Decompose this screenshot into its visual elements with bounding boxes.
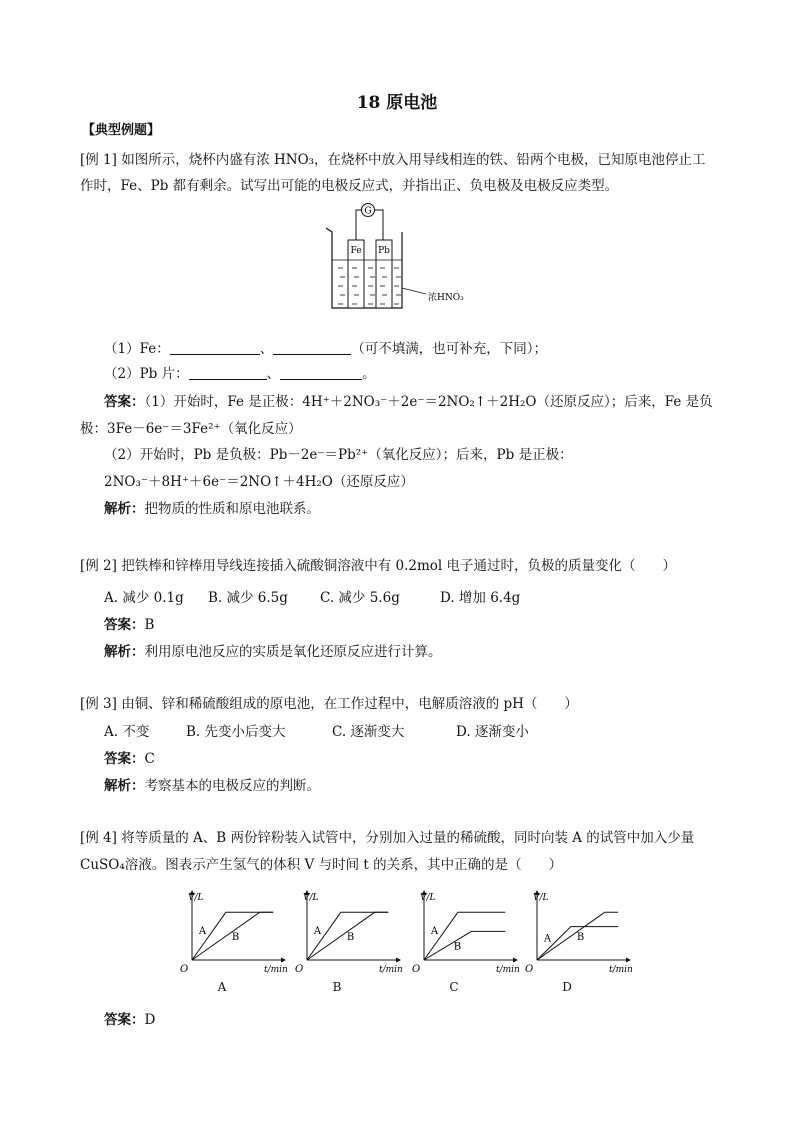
answer-label: 答案： [104, 617, 145, 633]
q2-prefix: （2）Pb 片： [104, 366, 189, 382]
example3-options [104, 720, 529, 740]
x-axis-label: t/min [264, 965, 288, 975]
analysis-text: 利用原电池反应的实质是氧化还原反应进行计算。 [144, 644, 442, 660]
y-axis-label: V/L [303, 893, 319, 903]
origin-label: O [412, 964, 421, 975]
example1-blank-line1 [104, 337, 547, 357]
x-axis-label: t/min [496, 965, 520, 975]
section-heading: 【典型例题】 [82, 123, 161, 138]
vt-chart-c [402, 888, 522, 983]
series-label-a: A [198, 926, 207, 938]
example1-question-line2: 作时，Fe、Pb 都有剩余。试写出可能的电极反应式，并指出正、负电极及电极反应类型。 [80, 178, 619, 194]
y-axis-label: V/L [533, 893, 549, 903]
example4-question-line1: [例 4] 将等质量的 A、B 两份锌粉装入试管中，分别加入过量的稀硫酸，同时向装 A 的试管中加入少量 [80, 830, 695, 846]
x-axis-arrow [396, 958, 401, 963]
option-d[interactable]: D. 逐渐变小 [456, 724, 529, 740]
series-label-b: B [231, 932, 240, 944]
example1-answer-line3: （2）开始时，Pb 是负极：Pb－2e⁻＝Pb²⁺（氧化反应）；后来，Pb 是正极： [104, 447, 573, 463]
answer-text: D [144, 1012, 156, 1028]
electrode-fe-label: Fe [350, 246, 362, 256]
q1-prefix: （1）Fe： [104, 341, 170, 357]
answer-text: （1）开始时，Fe 是正极：4H⁺＋2NO₃⁻＋2e⁻＝2NO₂↑＋2H₂O（还原反应）；后来，Fe 是负 [144, 394, 713, 410]
analysis-label: 解析： [104, 778, 145, 794]
example1-answer-line4: 2NO₃⁻＋8H⁺＋6e⁻＝2NO↑＋4H₂O（还原反应） [104, 474, 414, 490]
example4-answer [104, 1008, 155, 1028]
chart-caption-c: C [449, 980, 459, 994]
answer-label: 答案： [104, 1012, 145, 1028]
q1-suffix: （可不填满，也可补充，下同）； [351, 341, 547, 357]
example2-analysis [104, 640, 442, 660]
answer-blank[interactable] [189, 366, 267, 380]
analysis-label: 解析： [104, 501, 145, 517]
example4-question-line2: CuSO₄溶液。图表示产生氢气的体积 V 与时间 t 的关系，其中正确的是（ ） [80, 857, 563, 873]
example2-answer [104, 613, 154, 633]
option-b[interactable]: B. 先变小后变大 [186, 724, 286, 740]
series-label-b: B [346, 932, 355, 944]
electrode-pb-label: Pb [378, 246, 390, 256]
example1-answer-line1 [104, 390, 713, 410]
option-b[interactable]: B. 减少 6.5g [208, 590, 288, 606]
page-title: 18 原电池 [356, 93, 438, 113]
origin-label: O [180, 964, 189, 975]
series-label-b: B [576, 932, 585, 944]
q2-separator: 、 [266, 366, 281, 382]
option-c[interactable]: C. 逐渐变大 [332, 724, 405, 740]
option-c[interactable]: C. 减少 5.6g [320, 590, 400, 606]
analysis-label: 解析： [104, 644, 145, 660]
series-label-a: A [313, 926, 322, 938]
q2-suffix: 。 [362, 366, 376, 382]
example2-options [104, 586, 520, 606]
series-label-a: A [543, 933, 552, 945]
example1-analysis [104, 497, 320, 517]
option-a[interactable]: A. 减少 0.1g [104, 590, 184, 606]
wire-left [356, 210, 361, 240]
example1-blank-line2 [104, 362, 376, 382]
chart-caption-a: A [217, 980, 227, 994]
example1-answer-line2: 极：3Fe－6e⁻＝3Fe²⁺（氧化反应） [80, 421, 302, 437]
label-leader [402, 288, 426, 294]
q1-separator: 、 [259, 341, 274, 357]
option-a[interactable]: A. 不变 [104, 724, 150, 740]
y-axis-label: V/L [420, 893, 436, 903]
vt-chart-b [285, 888, 405, 983]
chart-caption-d: D [562, 980, 572, 994]
answer-label: 答案： [104, 394, 145, 410]
galvanometer-label: G [364, 206, 372, 217]
option-d[interactable]: D. 增加 6.4g [440, 590, 521, 606]
answer-text: C [144, 751, 155, 767]
chart-caption-b: B [332, 980, 342, 994]
answer-blank[interactable] [273, 341, 351, 355]
series-label-a: A [430, 926, 439, 938]
x-axis-arrow [626, 958, 631, 963]
series-label-b: B [453, 941, 462, 953]
x-axis-label: t/min [379, 965, 403, 975]
origin-label: O [295, 964, 304, 975]
example3-analysis [104, 774, 320, 794]
example3-answer [104, 747, 155, 767]
answer-label: 答案： [104, 751, 145, 767]
solution-label: 浓HNO₃ [428, 293, 464, 303]
answer-text: B [144, 617, 155, 633]
answer-blank[interactable] [170, 341, 260, 355]
vt-chart-d [515, 888, 635, 983]
x-axis-label: t/min [609, 965, 633, 975]
origin-label: O [525, 964, 534, 975]
y-axis-label: V/L [188, 893, 204, 903]
analysis-text: 把物质的性质和原电池联系。 [144, 501, 320, 517]
analysis-text: 考察基本的电极反应的判断。 [144, 778, 320, 794]
example2-question: [例 2] 把铁棒和锌棒用导线连接插入硫酸铜溶液中有 0.2mol 电子通过时，负极的质量变化（ ） [80, 558, 677, 574]
wire-right [375, 210, 383, 240]
answer-blank[interactable] [280, 366, 362, 380]
vt-chart-a [170, 888, 290, 983]
galvanic-cell-figure [320, 198, 510, 316]
example3-question: [例 3] 由铜、锌和稀硫酸组成的原电池，在工作过程中，电解质溶液的 pH（ ） [80, 696, 578, 712]
example1-question-line1: [例 1] 如图所示，烧杯内盛有浓 HNO₃，在烧杯中放入用导线相连的铁、铅两个电极，已知原电池停止工 [80, 152, 706, 168]
